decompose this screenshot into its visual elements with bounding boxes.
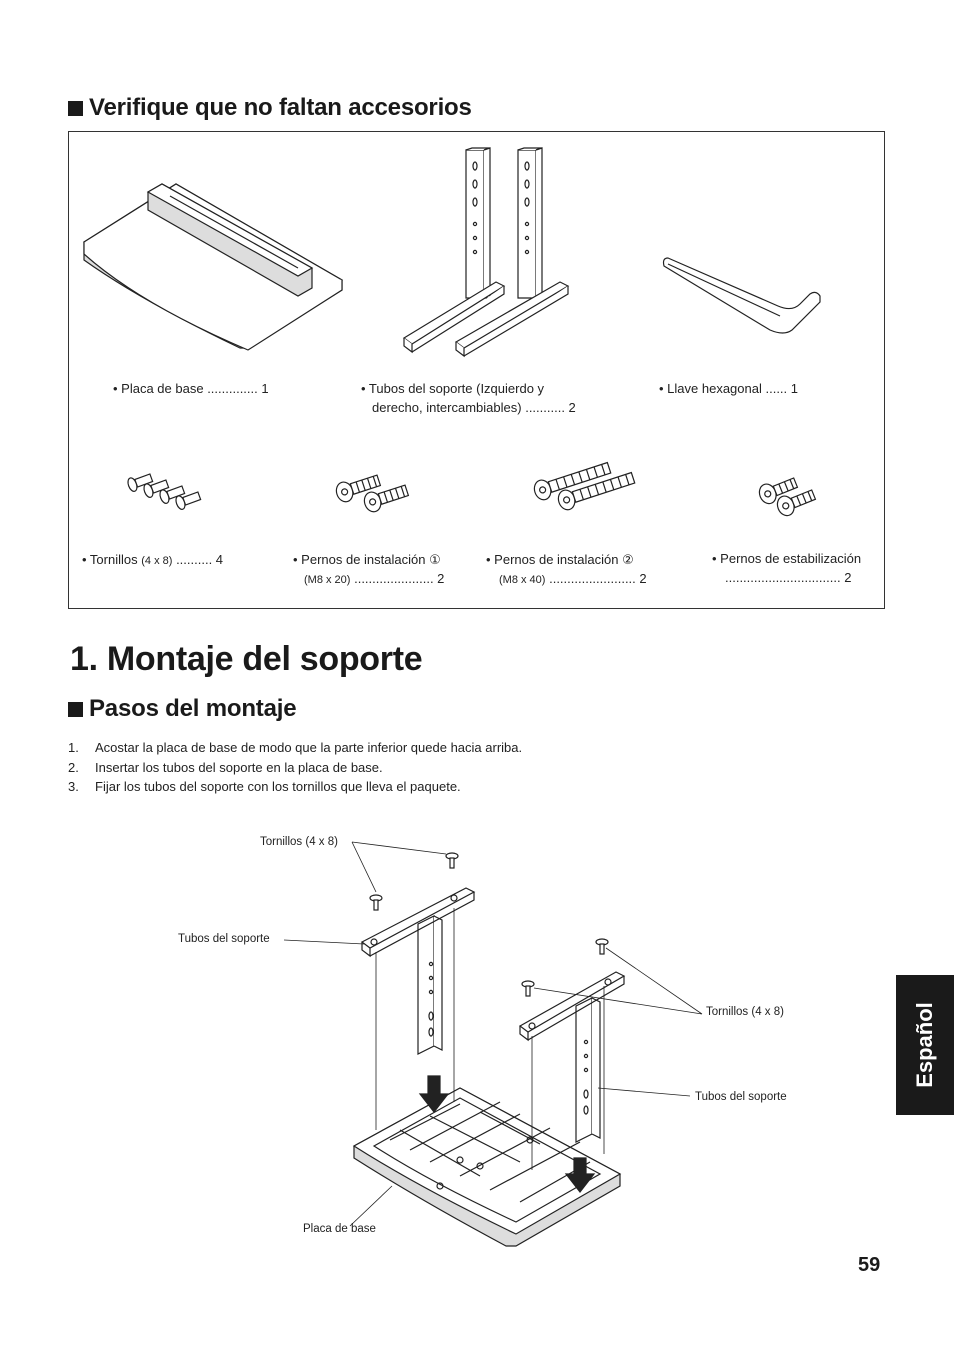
item-base-plate: • Placa de base .............. 1 (113, 381, 269, 396)
callout-screws-top: Tornillos (4 x 8) (260, 836, 338, 848)
tube-left (404, 148, 504, 352)
screw-icon (446, 853, 458, 868)
callout-tube-right: Tubos del soporte (695, 1091, 787, 1103)
right-stand-tube (520, 972, 624, 1142)
hex-key-icon (660, 250, 830, 340)
language-tab (896, 975, 954, 1115)
item-installation-bolts-1: • Pernos de instalación ① (M8 x 20) ...................... 2 (293, 552, 445, 586)
stabilization-bolts-icon (755, 476, 825, 521)
step-item: 1. Acostar la placa de base de modo que la parte inferior quede hacia arriba. (68, 740, 523, 755)
installation-bolts-m8x40-icon (530, 458, 640, 518)
item-installation-bolts-2: • Pernos de instalación ② (M8 x 40) ........................ 2 (486, 552, 647, 586)
step-item: 2. Insertar los tubos del soporte en la placa de base. (68, 759, 383, 775)
section-title: 1. Montaje del soporte (70, 640, 423, 678)
item-hex-key: • Llave hexagonal ...... 1 (659, 381, 798, 396)
accessories-heading-text: Verifique que no faltan accesorios (89, 94, 472, 121)
item-stabilization-bolts: • Pernos de estabilización ................................ 2 (712, 551, 862, 585)
item-tubes: • Tubos del soporte (Izquierdo y derecho, intercambiables) ........... 2 (361, 381, 576, 415)
screw-icon (522, 981, 534, 996)
step-item: 3. Fijar los tubos del soporte con los tornillos que lleva el paquete. (68, 779, 461, 794)
assembly-diagram (280, 840, 680, 1260)
accessories-heading (68, 94, 472, 122)
square-bullet-icon (68, 702, 83, 717)
left-stand-tube (362, 888, 474, 1054)
base-plate-illustration (80, 180, 350, 350)
page-number: 59 (858, 1254, 881, 1276)
language-tab-label: Español (912, 1002, 938, 1088)
screw-icon (370, 895, 382, 910)
square-bullet-icon (68, 101, 83, 116)
assembly-steps-heading-text: Pasos del montaje (89, 695, 297, 722)
callout-base-plate: Placa de base (303, 1223, 376, 1235)
callout-tube-left: Tubos del soporte (178, 933, 270, 945)
stand-tubes-illustration (400, 148, 575, 358)
installation-bolts-m8x20-icon (332, 472, 412, 517)
item-screws: • Tornillos (4 x 8) .......... 4 (82, 552, 224, 567)
assembly-steps-heading (68, 695, 296, 723)
screw-icon (596, 939, 608, 954)
assembly-steps-list (68, 738, 522, 797)
screws-4x8-icon (124, 468, 199, 508)
callout-screws-right: Tornillos (4 x 8) (706, 1006, 784, 1018)
